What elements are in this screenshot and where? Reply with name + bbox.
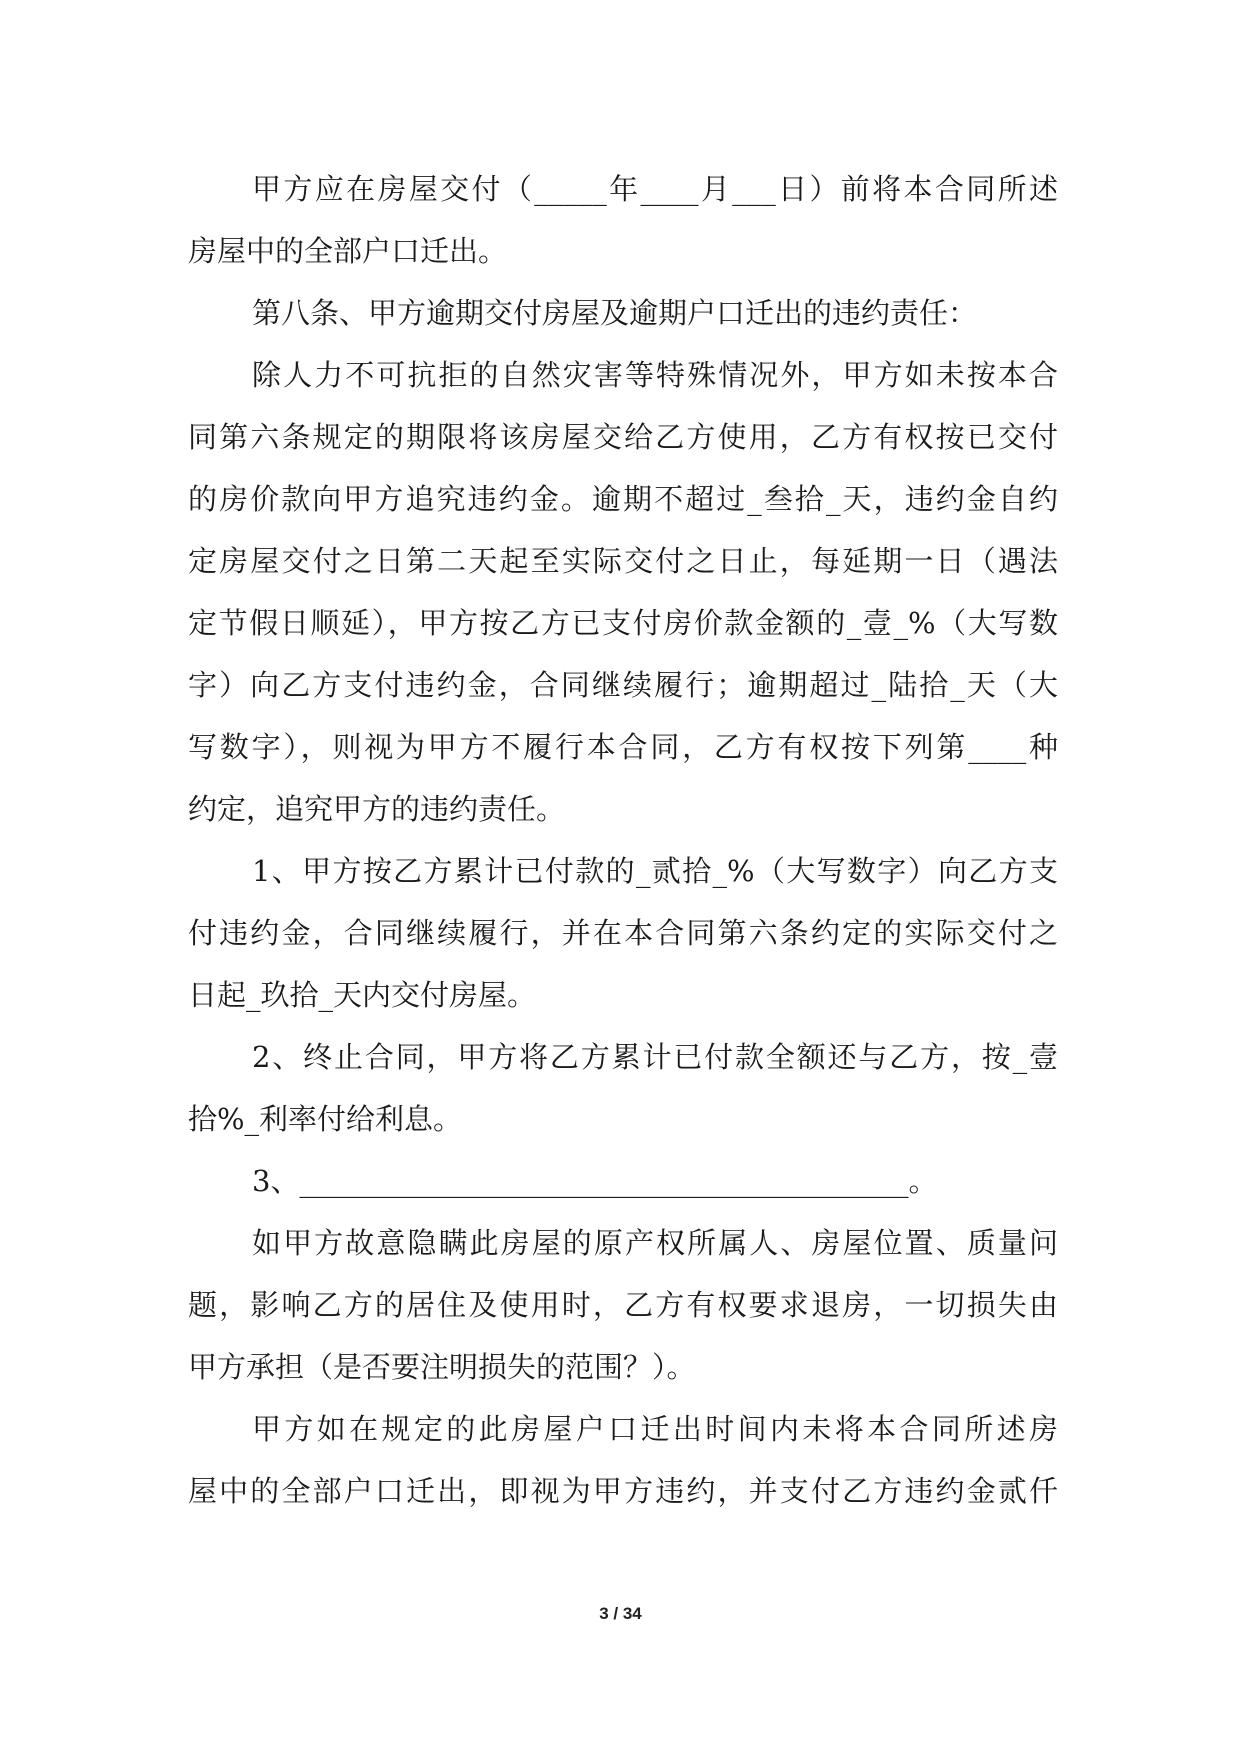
paragraph bbox=[188, 1398, 1058, 1522]
paragraph bbox=[188, 1150, 1058, 1212]
text-line: 甲方如在规定的此房屋户口迁出时间内未将本合同所述房 bbox=[252, 1412, 1058, 1446]
text-line: 甲方应在房屋交付（_____年____月___日）前将本合同所述 bbox=[252, 172, 1058, 206]
text-line: 写数字），则视为甲方不履行本合同，乙方有权按下列第____种 bbox=[188, 730, 1058, 764]
page-number: 3 / 34 bbox=[599, 1604, 642, 1623]
paragraph bbox=[188, 1212, 1058, 1398]
text-line: 第八条、甲方逾期交付房屋及逾期户口迁出的违约责任： bbox=[252, 296, 978, 330]
paragraph bbox=[188, 158, 1058, 282]
text-line: 1、甲方按乙方累计已付款的_贰拾_%（大写数字）向乙方支 bbox=[252, 854, 1058, 888]
text-line: 的房价款向甲方追究违约金。逾期不超过_叁拾_天，违约金自约 bbox=[188, 482, 1058, 516]
text-line: 除人力不可抗拒的自然灾害等特殊情况外，甲方如未按本合 bbox=[252, 358, 1058, 392]
text-line: 付违约金，合同继续履行，并在本合同第六条约定的实际交付之 bbox=[188, 916, 1058, 950]
text-line: 日起_玖拾_天内交付房屋。 bbox=[188, 978, 537, 1012]
text-line: 题，影响乙方的居住及使用时，乙方有权要求退房，一切损失由 bbox=[188, 1288, 1058, 1322]
document-body bbox=[188, 158, 1058, 1522]
text-line: 如甲方故意隐瞒此房屋的原产权所属人、房屋位置、质量问 bbox=[252, 1226, 1058, 1260]
text-line: 拾%_利率付给利息。 bbox=[188, 1102, 463, 1136]
text-line: 2、终止合同，甲方将乙方累计已付款全额还与乙方，按_壹 bbox=[252, 1040, 1058, 1074]
text-line: 约定，追究甲方的违约责任。 bbox=[188, 792, 566, 826]
text-line: 3、__________________________________________。 bbox=[252, 1164, 938, 1198]
paragraph bbox=[188, 344, 1058, 840]
text-line: 定节假日顺延），甲方按乙方已支付房价款金额的_壹_%（大写数 bbox=[188, 606, 1058, 640]
text-line: 定房屋交付之日第二天起至实际交付之日止，每延期一日（遇法 bbox=[188, 544, 1058, 578]
text-line: 房屋中的全部户口迁出。 bbox=[188, 234, 508, 268]
paragraph bbox=[188, 1026, 1058, 1150]
text-line: 屋中的全部户口迁出，即视为甲方违约，并支付乙方违约金贰仟 bbox=[188, 1474, 1058, 1508]
paragraph bbox=[188, 840, 1058, 1026]
text-line: 字）向乙方支付违约金，合同继续履行；逾期超过_陆拾_天（大 bbox=[188, 668, 1058, 702]
paragraph bbox=[188, 282, 1058, 344]
text-line: 同第六条规定的期限将该房屋交给乙方使用，乙方有权按已交付 bbox=[188, 420, 1058, 454]
text-line: 甲方承担（是否要注明损失的范围？）。 bbox=[188, 1350, 696, 1384]
